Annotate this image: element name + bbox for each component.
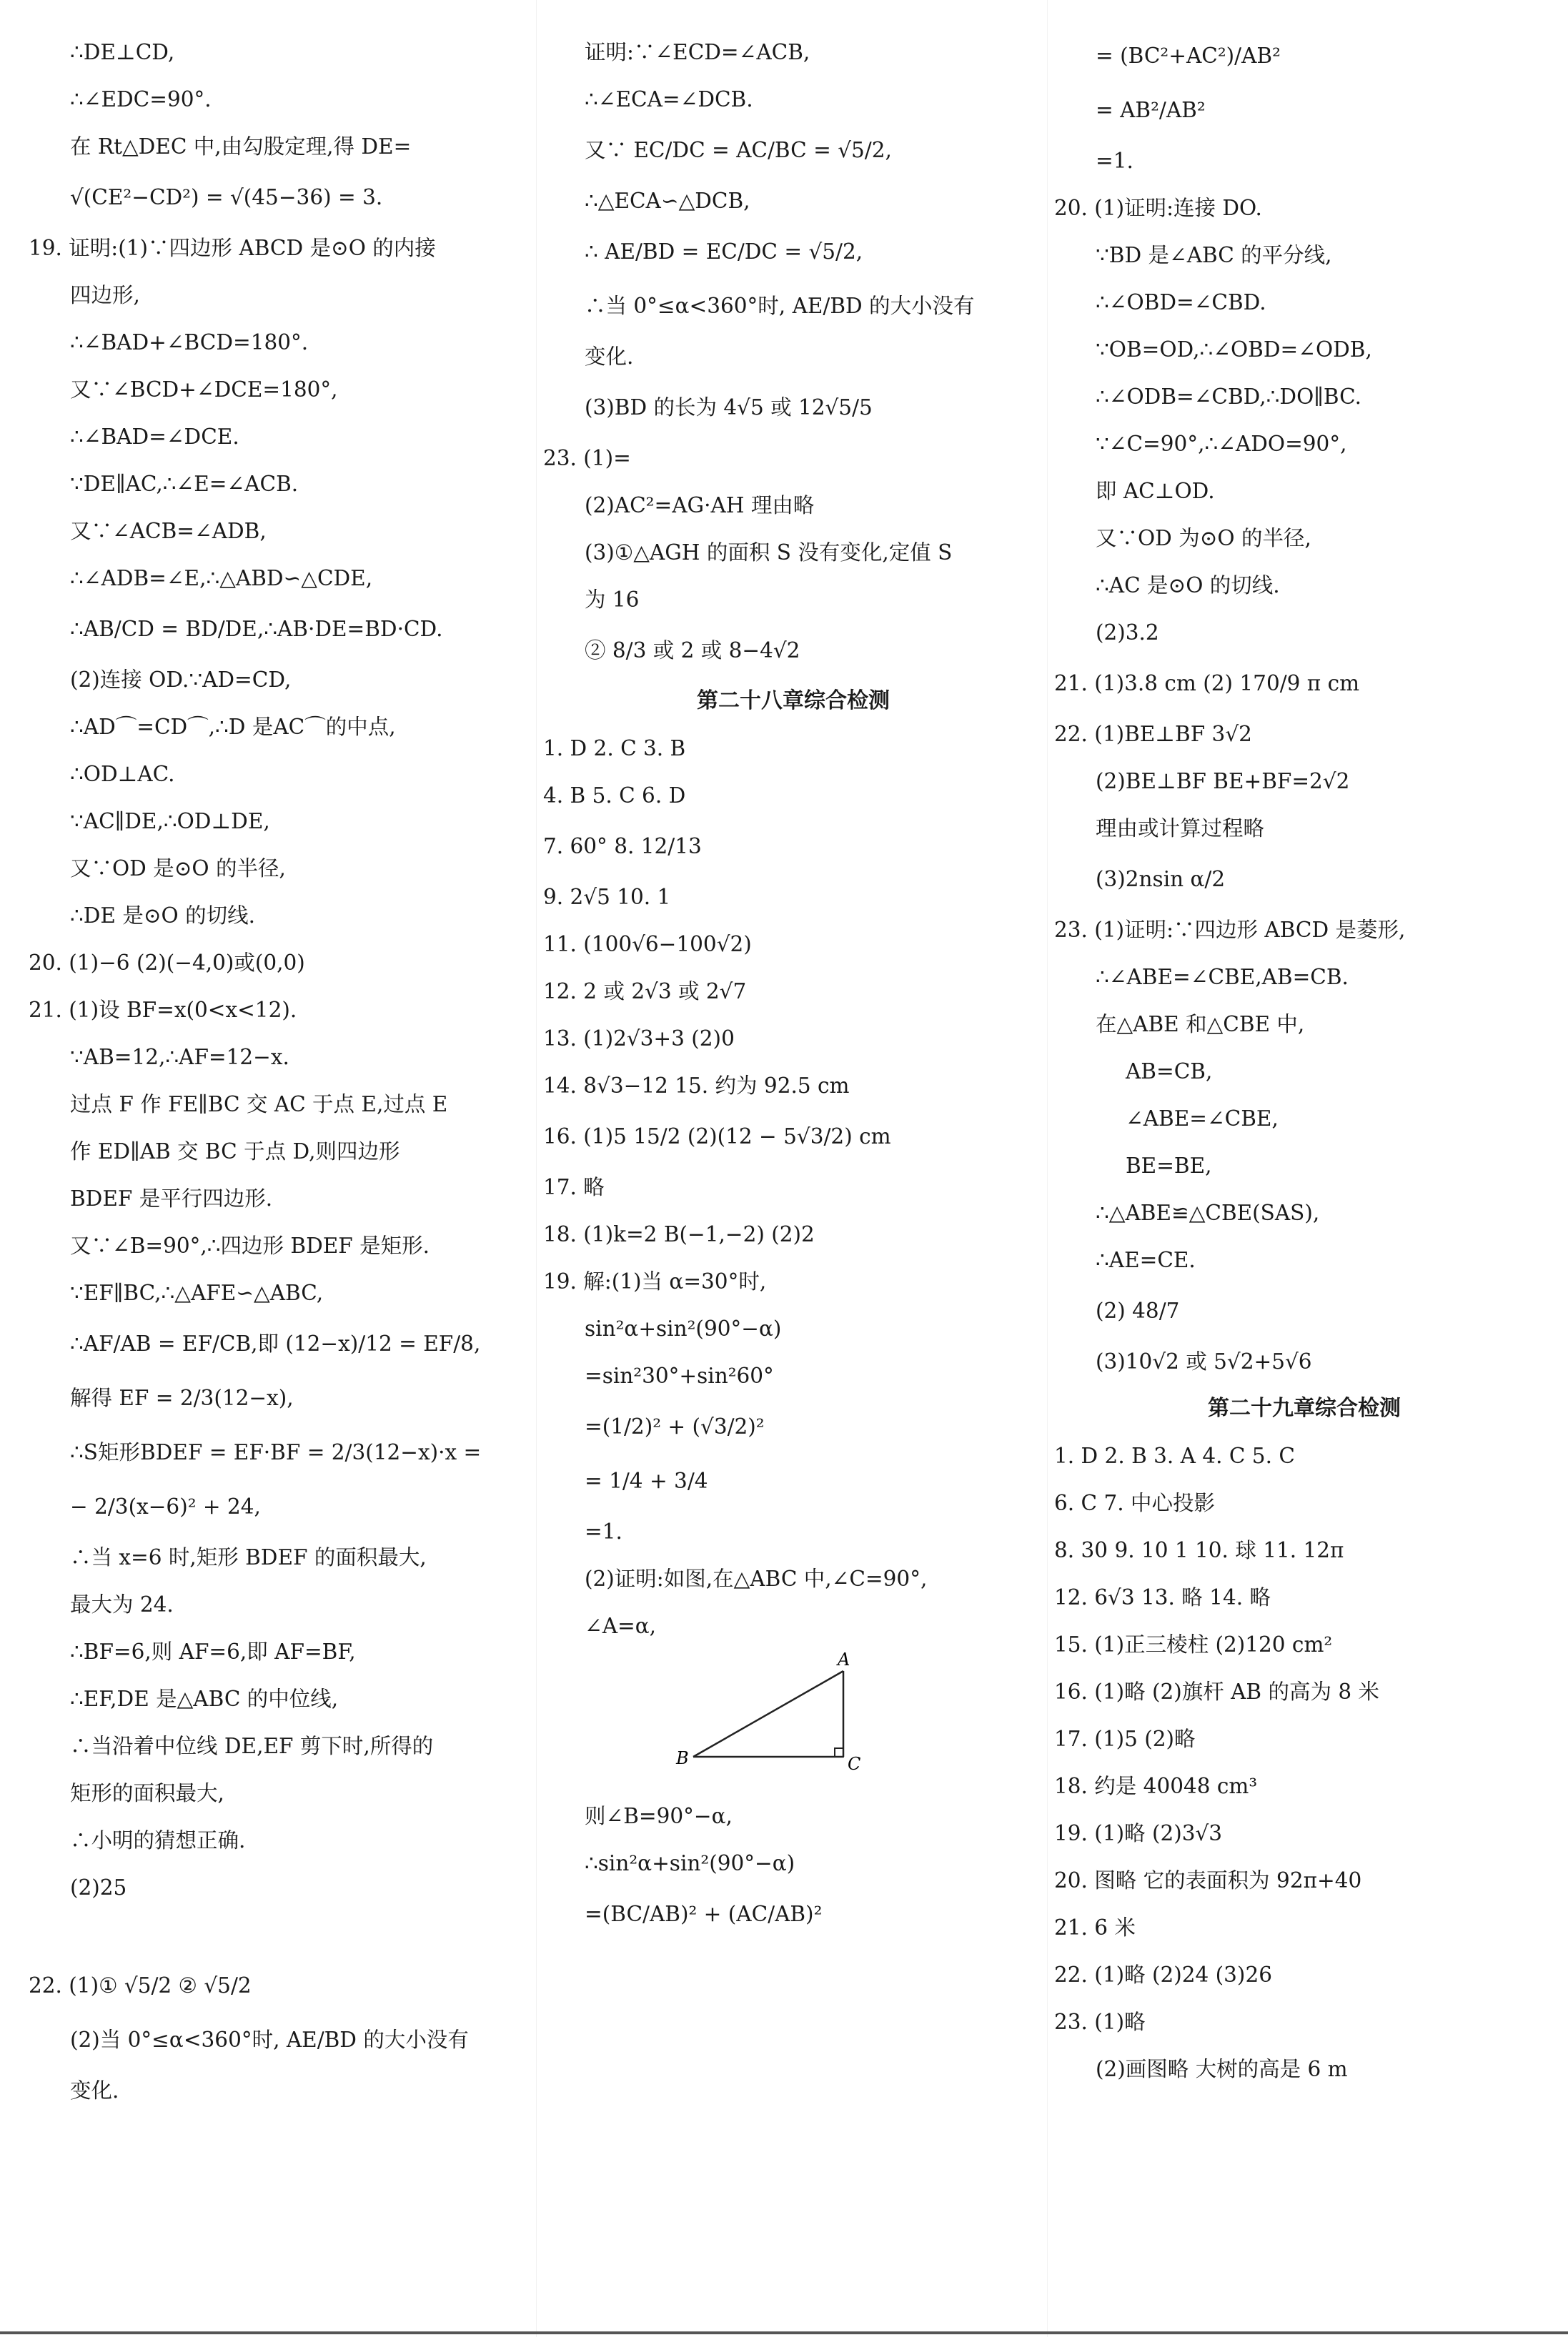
answer-line: 又∵OD 是⊙O 的半径,: [70, 856, 286, 881]
answer-line: (2)AC²=AG·AH 理由略: [585, 493, 815, 517]
answer-line: 矩形的面积最大,: [70, 1781, 224, 1805]
answer-line: 20. (1)−6 (2)(−4,0)或(0,0): [29, 951, 305, 975]
vertex-c-label: C: [848, 1754, 861, 1774]
answer-line: 即 AC⊥OD.: [1096, 479, 1215, 503]
answer-line: 过点 F 作 FE∥BC 交 AC 于点 E,过点 E: [70, 1092, 448, 1116]
answer-line: ∠ABE=∠CBE,: [1126, 1106, 1279, 1131]
answer-line: ∴ AE/BD = EC/DC = √5/2,: [585, 239, 863, 264]
answer-line: 16. (1)略 (2)旗杆 AB 的高为 8 米: [1054, 1680, 1380, 1704]
answer-line: ∵AC∥DE,∴OD⊥DE,: [70, 809, 270, 833]
answer-line: (2)25: [70, 1875, 127, 1900]
answer-line: 18. (1)k=2 B(−1,−2) (2)2: [543, 1222, 815, 1246]
answer-line: 18. 约是 40048 cm³: [1054, 1774, 1258, 1798]
answer-line: ∵AB=12,∴AF=12−x.: [70, 1045, 289, 1069]
answer-line: 14. 8√3−12 15. 约为 92.5 cm: [543, 1074, 850, 1098]
answer-column-3: [1054, 29, 1554, 2093]
answer-line: 20. 图略 它的表面积为 92π+40: [1054, 1868, 1362, 1893]
answer-line: 8. 30 9. 10 1 10. 球 11. 12π: [1054, 1538, 1344, 1562]
answer-line: ∠A=α,: [585, 1614, 657, 1638]
answer-line: ∴∠ADB=∠E,∴△ABD∽△CDE,: [70, 566, 373, 590]
answer-line: 解得 EF = 2/3(12−x),: [70, 1386, 294, 1410]
answer-line: (2)当 0°≤α<360°时, AE/BD 的大小没有: [70, 2028, 469, 2052]
answer-line: 12. 2 或 2√3 或 2√7: [543, 979, 747, 1003]
answer-line: ∵EF∥BC,∴△AFE∽△ABC,: [70, 1281, 324, 1305]
answer-line: 15. (1)正三棱柱 (2)120 cm²: [1054, 1632, 1333, 1657]
answer-line: − 2/3(x−6)² + 24,: [70, 1494, 261, 1519]
section-heading: 第二十九章综合检测: [1208, 1396, 1401, 1421]
answer-line: 21. (1)3.8 cm (2) 170/9 π cm: [1054, 671, 1360, 695]
answer-line: 13. (1)2√3+3 (2)0: [543, 1026, 735, 1051]
answer-line: ∴AE=CE.: [1096, 1248, 1196, 1272]
answer-line: = (BC²+AC²)/AB²: [1096, 44, 1281, 68]
answer-line: (2) 48/7: [1096, 1299, 1180, 1323]
answer-line: 19. (1)略 (2)3√3: [1054, 1821, 1223, 1845]
answer-line: AB=CB,: [1126, 1059, 1213, 1084]
answer-line: 又∵OD 为⊙O 的半径,: [1096, 526, 1311, 550]
answer-column-1: [29, 29, 522, 2114]
answer-line: (3)BD 的长为 4√5 或 12√5/5: [585, 395, 873, 420]
answer-line: ∴DE 是⊙O 的切线.: [70, 903, 255, 928]
answer-line: ∴∠ODB=∠CBD,∴DO∥BC.: [1096, 385, 1362, 409]
answer-line: =(1/2)² + (√3/2)²: [585, 1414, 765, 1439]
answer-line: [29, 1911, 522, 1958]
vertex-b-label: B: [676, 1748, 689, 1768]
answer-line: 19. 证明:(1)∵四边形 ABCD 是⊙O 的内接: [29, 236, 436, 260]
answer-line: 20. (1)证明:连接 DO.: [1054, 196, 1262, 220]
answer-line: 22. (1)① √5/2 ② √5/2: [29, 1973, 252, 1998]
answer-line: 12. 6√3 13. 略 14. 略: [1054, 1585, 1271, 1610]
answer-line: sin²α+sin²(90°−α): [585, 1317, 782, 1341]
answer-line: 又∵∠ACB=∠ADB,: [70, 519, 267, 543]
answer-column-2: [543, 29, 1043, 1941]
answer-line: ∴∠EDC=90°.: [70, 87, 212, 111]
answer-line: ∴△ABE≌△CBE(SAS),: [1096, 1201, 1320, 1225]
answer-line: ∵∠C=90°,∴∠ADO=90°,: [1096, 432, 1347, 456]
answer-line: ∴∠OBD=∠CBD.: [1096, 290, 1266, 314]
answer-line: 4. B 5. C 6. D: [543, 783, 686, 808]
answer-line: 变化.: [585, 344, 634, 369]
answer-line: 22. (1)BE⊥BF 3√2: [1054, 722, 1252, 746]
answer-line: =1.: [1096, 149, 1133, 173]
answer-line: ∴∠BAD=∠DCE.: [70, 425, 239, 449]
answer-line: ∴AC 是⊙O 的切线.: [1096, 573, 1280, 598]
answer-line: ∴DE⊥CD,: [70, 40, 175, 64]
answer-line: (2)画图略 大树的高是 6 m: [1096, 2057, 1348, 2081]
answer-line: 16. (1)5 15/2 (2)(12 − 5√3/2) cm: [543, 1124, 891, 1149]
answer-line: (2)3.2: [1096, 620, 1159, 645]
answer-line: =(BC/AB)² + (AC/AB)²: [585, 1902, 823, 1926]
answer-line: ∴BF=6,则 AF=6,即 AF=BF,: [70, 1640, 356, 1664]
answer-line: 22. (1)略 (2)24 (3)26: [1054, 1963, 1272, 1987]
answer-line: ∵OB=OD,∴∠OBD=∠ODB,: [1096, 337, 1372, 362]
answer-line: ∴EF,DE 是△ABC 的中位线,: [70, 1687, 339, 1711]
answer-line: 21. (1)设 BF=x(0<x<12).: [29, 998, 297, 1022]
answer-line: 21. 6 米: [1054, 1915, 1136, 1940]
answer-line: = 1/4 + 3/4: [585, 1469, 708, 1493]
answer-line: 23. (1)=: [543, 446, 631, 470]
triangle-figure: [543, 1650, 1043, 1793]
answer-line: 1. D 2. B 3. A 4. C 5. C: [1054, 1444, 1295, 1468]
answer-line: 7. 60° 8. 12/13: [543, 834, 702, 858]
answer-line: ∴AD⌒=CD⌒,∴D 是AC⌒的中点,: [70, 715, 396, 739]
answer-line: 在 Rt△DEC 中,由勾股定理,得 DE=: [70, 134, 412, 159]
answer-line: (2)连接 OD.∵AD=CD,: [70, 668, 292, 692]
answer-line: 变化.: [70, 2078, 119, 2103]
answer-line: 则∠B=90°−α,: [585, 1804, 733, 1828]
right-triangle-figure: [672, 1650, 886, 1785]
answer-line: 证明:∵∠ECD=∠ACB,: [585, 40, 810, 64]
answer-line: 为 16: [585, 588, 640, 612]
answer-line: ∴小明的猜想正确.: [70, 1828, 246, 1853]
answer-line: ∴sin²α+sin²(90°−α): [585, 1851, 795, 1875]
answer-line: ∴∠ABE=∠CBE,AB=CB.: [1096, 965, 1349, 989]
answer-line: ∴∠ECA=∠DCB.: [585, 87, 753, 111]
answer-line: 在△ABE 和△CBE 中,: [1096, 1012, 1305, 1036]
answer-line: 最大为 24.: [70, 1592, 174, 1617]
section-heading: 第二十八章综合检测: [697, 688, 890, 713]
answer-line: = AB²/AB²: [1096, 98, 1206, 122]
answer-line: 9. 2√5 10. 1: [543, 885, 671, 909]
answer-line: √(CE²−CD²) = √(45−36) = 3.: [70, 185, 383, 209]
answer-line: ② 8/3 或 2 或 8−4√2: [585, 638, 800, 663]
answer-line: ∴S矩形BDEF = EF·BF = 2/3(12−x)·x =: [70, 1440, 482, 1464]
answer-line: BDEF 是平行四边形.: [70, 1186, 273, 1211]
answer-line: ∴当沿着中位线 DE,EF 剪下时,所得的: [70, 1734, 434, 1758]
answer-line: ∵DE∥AC,∴∠E=∠ACB.: [70, 472, 299, 496]
answer-line: 17. 略: [543, 1175, 605, 1199]
answer-line: 23. (1)证明:∵四边形 ABCD 是菱形,: [1054, 918, 1406, 942]
answer-line: BE=BE,: [1126, 1154, 1212, 1178]
answer-line: (3)2nsin α/2: [1096, 867, 1226, 891]
answer-line: ∵BD 是∠ABC 的平分线,: [1096, 243, 1332, 267]
vertex-a-label: A: [838, 1650, 850, 1670]
answer-line: 17. (1)5 (2)略: [1054, 1727, 1196, 1751]
answer-line: 1. D 2. C 3. B: [543, 736, 686, 760]
answer-line: 11. (100√6−100√2): [543, 932, 752, 956]
answer-line: =sin²30°+sin²60°: [585, 1364, 774, 1388]
answer-line: 又∵∠BCD+∠DCE=180°,: [70, 377, 338, 402]
answer-line: 又∵ EC/DC = AC/BC = √5/2,: [585, 138, 892, 162]
answer-line: ∴∠BAD+∠BCD=180°.: [70, 330, 309, 355]
answer-line: 作 ED∥AB 交 BC 于点 D,则四边形: [70, 1139, 400, 1164]
answer-line: (3)10√2 或 5√2+5√6: [1096, 1349, 1312, 1374]
answer-line: (2)BE⊥BF BE+BF=2√2: [1096, 769, 1350, 793]
answer-line: (3)①△AGH 的面积 S 没有变化,定值 S: [585, 540, 953, 565]
answer-line: ∴△ECA∽△DCB,: [585, 189, 750, 213]
answer-line: 23. (1)略: [1054, 2010, 1146, 2034]
answer-line: (2)证明:如图,在△ABC 中,∠C=90°,: [585, 1567, 928, 1591]
answer-line: ∴当 0°≤α<360°时, AE/BD 的大小没有: [585, 294, 975, 318]
answer-line: ∴AF/AB = EF/CB,即 (12−x)/12 = EF/8,: [70, 1332, 481, 1356]
answer-line: ∴OD⊥AC.: [70, 762, 175, 786]
answer-line: 理由或计算过程略: [1096, 816, 1265, 841]
answer-line: =1.: [585, 1519, 622, 1544]
answer-line: ∴AB/CD = BD/DE,∴AB·DE=BD·CD.: [70, 617, 443, 641]
answer-line: 又∵∠B=90°,∴四边形 BDEF 是矩形.: [70, 1234, 430, 1258]
answer-line: 6. C 7. 中心投影: [1054, 1491, 1215, 1515]
answer-line: 19. 解:(1)当 α=30°时,: [543, 1269, 767, 1294]
answer-line: ∴当 x=6 时,矩形 BDEF 的面积最大,: [70, 1545, 427, 1570]
bottom-rule: [0, 2331, 1568, 2334]
answer-line: 四边形,: [70, 283, 140, 307]
